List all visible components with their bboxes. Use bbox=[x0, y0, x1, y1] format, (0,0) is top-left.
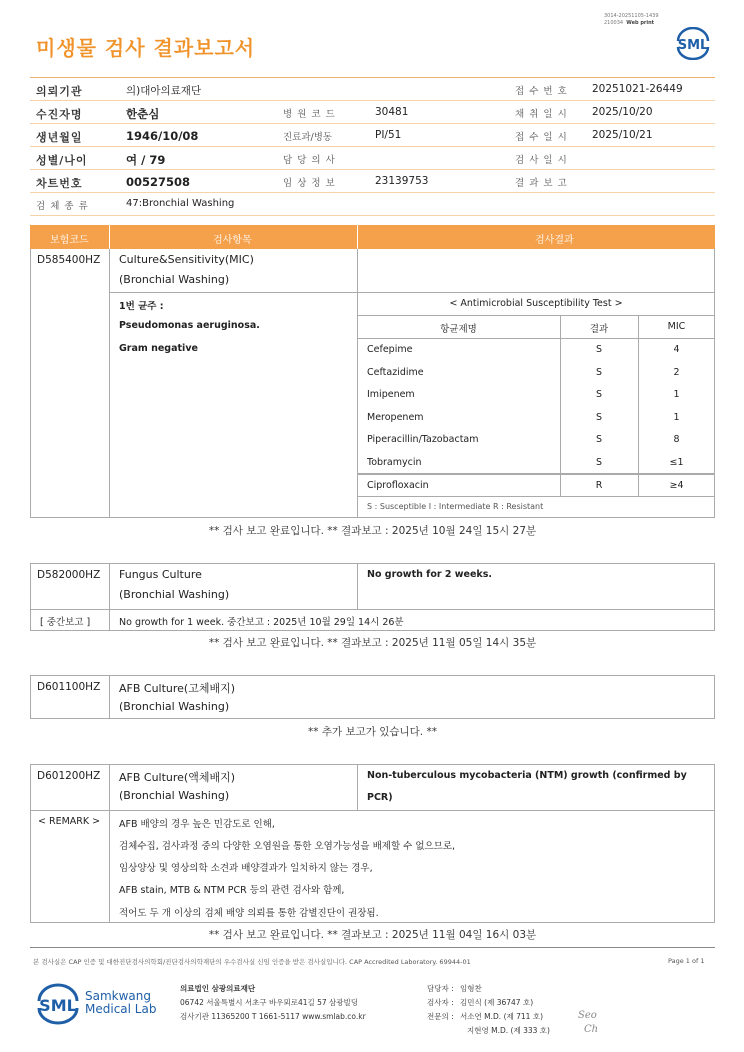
specimen-label: 검 체 종 류 bbox=[36, 201, 89, 212]
col-result: 검사결과 bbox=[535, 235, 574, 246]
specimen-value: 47:Bronchial Washing bbox=[126, 198, 235, 209]
ast-legend: S : Susceptible I : Intermediate R : Resistant bbox=[367, 502, 544, 511]
ast-drug: Cefepime bbox=[367, 344, 413, 355]
requester-value: 의)대아의료재단 bbox=[126, 85, 202, 97]
test1-code: D585400HZ bbox=[37, 254, 101, 266]
ast-header-result: 결과 bbox=[589, 324, 609, 335]
info-row-3 bbox=[30, 124, 715, 147]
chart-label: 차트번호 bbox=[36, 177, 83, 190]
test2-done: ** 검사 보고 완료입니다. ** 결과보고 : 2025년 11월 05일 14시 35분 bbox=[208, 637, 537, 649]
receipt-no-value: 20251021-26449 bbox=[592, 83, 683, 95]
test3-name: AFB Culture(고체배지) bbox=[119, 682, 236, 695]
ast-result: S bbox=[595, 434, 603, 445]
ast-mic: ≤1 bbox=[669, 457, 684, 468]
web-print-label: Web print bbox=[626, 20, 655, 26]
info-row-4 bbox=[30, 147, 715, 170]
col-item: 검사항목 bbox=[213, 235, 252, 246]
staff-info bbox=[427, 982, 550, 1038]
receipt-no-label: 접 수 번 호 bbox=[515, 86, 568, 97]
ast-mic: 4 bbox=[673, 344, 680, 355]
collect-date-label: 채 취 일 시 bbox=[515, 109, 568, 120]
results-header bbox=[30, 225, 715, 249]
dept-label: 진료과/병동 bbox=[283, 132, 333, 143]
info-row-5 bbox=[30, 170, 715, 193]
receive-date-label: 접 수 일 시 bbox=[515, 132, 568, 143]
test3-note: ** 추가 보고가 있습니다. ** bbox=[308, 726, 437, 738]
ast-header-drug: 항균제명 bbox=[440, 324, 477, 335]
ast-header-mic: MIC bbox=[667, 321, 686, 332]
hospital-code-value: 30481 bbox=[375, 106, 409, 118]
samkwang-logo-icon bbox=[34, 983, 82, 1025]
ast-drug: Ciprofloxacin bbox=[367, 480, 429, 491]
signature-2: Ch bbox=[584, 1024, 599, 1035]
test4-done: ** 검사 보고 완료입니다. ** 결과보고 : 2025년 11월 04일 16시 03분 bbox=[208, 929, 537, 941]
ast-result: S bbox=[595, 367, 603, 378]
info-row-1 bbox=[30, 78, 715, 101]
sex-age-value: 여 / 79 bbox=[126, 153, 166, 167]
test4-name: AFB Culture(액체배지) bbox=[119, 771, 236, 784]
receive-date-value: 2025/10/21 bbox=[592, 129, 653, 141]
test4-result-line1: Non-tuberculous mycobacteria (NTM) growth (confirmed by bbox=[367, 770, 687, 781]
ast-mic: ≥4 bbox=[669, 480, 684, 491]
specialist1-value: 서소연 M.D. (제 711 호) bbox=[460, 1012, 543, 1021]
test2-name: Fungus Culture bbox=[119, 568, 202, 581]
ast-drug: Imipenem bbox=[367, 389, 415, 400]
clinical-label: 임 상 정 보 bbox=[283, 178, 336, 189]
sml-logo-icon bbox=[674, 27, 712, 60]
report-label: 결 과 보 고 bbox=[515, 178, 568, 189]
test3-code: D601100HZ bbox=[37, 681, 101, 693]
interim-value: No growth for 1 week. 중간보고 : 2025년 10월 29일 14시 26분 bbox=[119, 617, 404, 628]
specialist-label: 전문의 : bbox=[427, 1012, 454, 1021]
specialist2-value: 지현영 M.D. (제 333 호) bbox=[467, 1026, 550, 1035]
ast-result: S bbox=[595, 457, 603, 468]
info-row-6 bbox=[30, 193, 715, 216]
ast-row-divider bbox=[357, 474, 715, 475]
tester-label: 검사자 : bbox=[427, 998, 454, 1007]
ast-result: S bbox=[595, 344, 603, 355]
remark-line: AFB stain, MTB & NTM PCR 등의 관련 검사와 함께, bbox=[119, 885, 345, 896]
remark-line: 적어도 두 개 이상의 검체 배양 의뢰를 통한 감별진단이 권장됨. bbox=[119, 908, 379, 919]
test-date-label: 검 사 일 시 bbox=[515, 155, 568, 166]
test2-code: D582000HZ bbox=[37, 569, 101, 581]
collect-date-value: 2025/10/20 bbox=[592, 106, 653, 118]
doc-code bbox=[604, 13, 659, 27]
test2-specimen: (Bronchial Washing) bbox=[119, 588, 230, 601]
tester-value: 김민식 (제 36747 호) bbox=[460, 998, 534, 1007]
test4-result-line2: PCR) bbox=[367, 792, 393, 803]
ast-mic: 8 bbox=[673, 434, 680, 445]
org-address: 06742 서울특별시 서초구 바우뫼로41길 57 삼광빌딩 bbox=[180, 998, 359, 1007]
chart-value: 00527508 bbox=[126, 175, 191, 189]
test3-specimen: (Bronchial Washing) bbox=[119, 700, 230, 713]
ast-mic: 2 bbox=[673, 367, 680, 378]
ast-result: R bbox=[595, 480, 603, 491]
ast-result: S bbox=[595, 389, 603, 400]
org-name: 의료법인 삼광의료재단 bbox=[180, 984, 256, 993]
doctor-label: 담 당 의 사 bbox=[283, 155, 336, 166]
footer-logo-text: SML bbox=[39, 996, 77, 1015]
requester-label: 의뢰기관 bbox=[36, 85, 83, 98]
ast-drug: Ceftazidime bbox=[367, 367, 424, 378]
test1-specimen: (Bronchial Washing) bbox=[119, 273, 230, 286]
remark-line: 검체수집, 검사과정 중의 다양한 오염원을 통한 오염가능성을 배제할 수 없으므로, bbox=[119, 841, 456, 852]
ast-drug: Meropenem bbox=[367, 412, 424, 423]
name-value: 한춘심 bbox=[126, 107, 160, 121]
test1-done: ** 검사 보고 완료입니다. ** 결과보고 : 2025년 10월 24일 15시 27분 bbox=[208, 525, 537, 537]
remark-line: AFB 배양의 경우 높은 민감도로 인해, bbox=[119, 819, 275, 830]
org-info bbox=[180, 982, 366, 1024]
lab-name-line2: Medical Lab bbox=[85, 1002, 157, 1016]
ast-drug: Tobramycin bbox=[367, 457, 422, 468]
gram-stain: Gram negative bbox=[119, 343, 198, 354]
dept-value: PI/51 bbox=[375, 129, 402, 141]
name-label: 수진자명 bbox=[36, 108, 83, 121]
ast-drug: Piperacillin/Tazobactam bbox=[367, 434, 479, 445]
test4-code: D601200HZ bbox=[37, 770, 101, 782]
clinical-value: 23139753 bbox=[375, 175, 429, 187]
isolate-label: 1번 균주 : bbox=[119, 301, 164, 312]
staff-value: 임형찬 bbox=[460, 984, 482, 993]
org-contact: 검사기관 11365200 T 1661-5117 www.smlab.co.kr bbox=[180, 1012, 366, 1021]
test1-block bbox=[30, 249, 715, 518]
page-title: 미생물 검사 결과보고서 bbox=[36, 36, 256, 60]
hospital-code-label: 병 원 코 드 bbox=[283, 109, 336, 120]
lab-name bbox=[85, 990, 156, 1016]
ast-title: < Antimicrobial Susceptibility Test > bbox=[449, 298, 623, 309]
logo-text: SML bbox=[677, 38, 709, 53]
ast-result: S bbox=[595, 412, 603, 423]
ast-mic: 1 bbox=[673, 389, 680, 400]
page-number: Page 1 of 1 bbox=[668, 957, 705, 965]
patient-info-table bbox=[30, 77, 715, 212]
ast-mic: 1 bbox=[673, 412, 680, 423]
lab-name-line1: Samkwang bbox=[85, 989, 151, 1003]
remark-line: 임상양상 및 영상의학 소견과 배양결과가 일치하지 않는 경우, bbox=[119, 863, 373, 874]
birth-value: 1946/10/08 bbox=[126, 129, 199, 143]
interim-label: [ 중간보고 ] bbox=[40, 617, 91, 628]
info-row-2 bbox=[30, 101, 715, 124]
signature-1: Seo bbox=[578, 1010, 597, 1021]
doc-code-line2: 210034 bbox=[604, 20, 624, 26]
col-code: 보험코드 bbox=[50, 235, 89, 246]
birth-label: 생년월일 bbox=[36, 131, 83, 144]
test4-specimen: (Bronchial Washing) bbox=[119, 789, 230, 802]
sex-age-label: 성별/나이 bbox=[36, 154, 88, 167]
staff-label: 담당자 : bbox=[427, 984, 454, 993]
doc-code-line1: 3014-20251105-1439 bbox=[604, 13, 659, 19]
cert-statement: 본 검사실은 CAP 인증 및 대한진단검사의학회/진단검사의학재단의 우수검사실 신임 인증을 받은 검사실입니다. CAP Accredited Laboratory. 69944-01 bbox=[33, 958, 471, 966]
organism-name: Pseudomonas aeruginosa. bbox=[119, 320, 260, 331]
remark-label: < REMARK > bbox=[38, 816, 101, 827]
test2-result: No growth for 2 weeks. bbox=[367, 569, 492, 580]
test1-name: Culture&Sensitivity(MIC) bbox=[119, 253, 254, 266]
